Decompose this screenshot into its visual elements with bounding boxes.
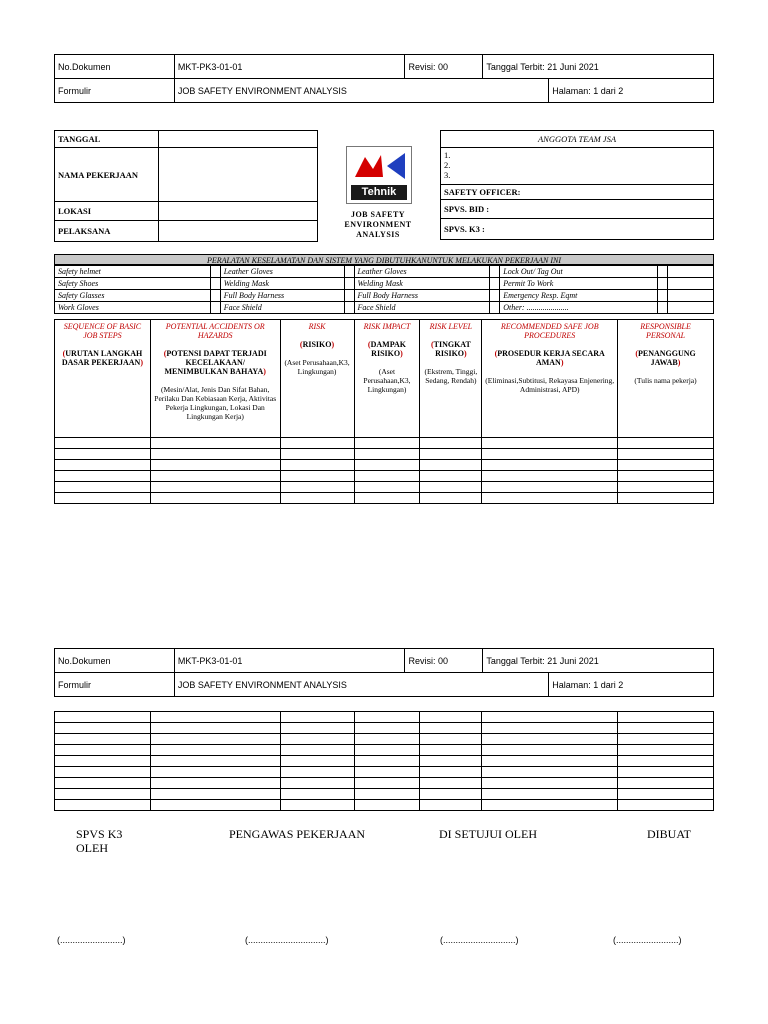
col5-note: (Ekstrem, Tinggi, Sedang, Rendah) (424, 367, 478, 385)
col1-en: SEQUENCE OF BASIC JOB STEPS (63, 322, 142, 340)
anggota-1: 1. (444, 150, 451, 160)
nama-pekerjaan-field[interactable] (158, 148, 317, 202)
revisi: Revisi: 00 (405, 55, 483, 79)
nama-pekerjaan-label: NAMA PEKERJAAN (55, 148, 159, 202)
ppe-item: Full Body Harness (354, 290, 490, 302)
anggota-list (441, 148, 714, 185)
no-dokumen-label: No.Dokumen (55, 55, 175, 79)
ppe-checkbox[interactable] (658, 266, 668, 278)
table-row[interactable] (55, 767, 714, 778)
ppe-checkbox[interactable] (344, 302, 354, 314)
table-row[interactable] (55, 800, 714, 811)
halaman: Halaman: 1 dari 2 (549, 673, 714, 697)
ppe-item: Welding Mask (354, 278, 490, 290)
ppe-title: PERALATAN KESELAMATAN DAN SISTEM YANG DIBUTUHKANUNTUK MELAKUKAN PEKERJAAN INI (54, 254, 714, 265)
col-risk: RISK (RISIKO) (Aset Perusahaan,K3, Lingkungan) (280, 320, 354, 438)
ppe-item: Leather Gloves (220, 266, 344, 278)
no-dokumen-label: No.Dokumen (55, 649, 175, 673)
lokasi-field[interactable] (158, 202, 317, 221)
anggota-3: 3. (444, 170, 451, 180)
ppe-item: Face Shield (220, 302, 344, 314)
col6-en: RECOMMENDED SAFE JOB PROCEDURES (500, 322, 599, 340)
no-dokumen-value: MKT-PK3-01-01 (174, 55, 405, 79)
table-row[interactable] (55, 734, 714, 745)
ppe-item: Leather Gloves (354, 266, 490, 278)
formulir-value: JOB SAFETY ENVIRONMENT ANALYSIS (174, 673, 548, 697)
formulir-value: JOB SAFETY ENVIRONMENT ANALYSIS (174, 79, 548, 103)
col-hazards: POTENTIAL ACCIDENTS OR HAZARDS (POTENSI DAPAT TERJADI KECELAKAAN/ MENIMBULKAN BAHAYA) (Mesin/Alat, Jenis Dan Sifat Bahan, Perilaku Dan Kebiasaan Kerja, Aktivitas Pekerja Lingkungan, Lokasi Dan Lingkungan Kerja) (150, 320, 280, 438)
ppe-empty (668, 278, 714, 290)
table-row[interactable] (55, 756, 714, 767)
ppe-item: Emergency Resp. Eqmt (500, 290, 658, 302)
ppe-checkbox[interactable] (210, 278, 220, 290)
ppe-item: Safety Glasses (55, 290, 211, 302)
col-risk-level: RISK LEVEL (TINGKAT RISIKO) (Ekstrem, Tinggi, Sedang, Rendah) (420, 320, 482, 438)
ppe-checkbox[interactable] (344, 290, 354, 302)
ppe-item: Safety helmet (55, 266, 211, 278)
anggota-title: ANGGOTA TEAM JSA (441, 131, 714, 148)
spvs-k3: SPVS. K3 : (441, 219, 714, 240)
document-header (54, 54, 714, 103)
table-row[interactable] (55, 493, 714, 504)
ppe-checkbox[interactable] (658, 278, 668, 290)
ppe-item: Permit To Work (500, 278, 658, 290)
halaman: Halaman: 1 dari 2 (549, 79, 714, 103)
col-job-steps: SEQUENCE OF BASIC JOB STEPS (URUTAN LANGKAH DASAR PEKERJAAN) (55, 320, 151, 438)
table-row[interactable] (55, 712, 714, 723)
signature-pengawas: PENGAWAS PEKERJAAN (229, 827, 366, 841)
ppe-item: Work Gloves (55, 302, 211, 314)
col4-id: DAMPAK RISIKO (370, 340, 406, 358)
formulir-label: Formulir (55, 79, 175, 103)
col6-note: (Eliminasi,Subtitusi, Rekayasa Enjenering, Administrasi, APD) (485, 376, 615, 394)
ppe-item: Full Body Harness (220, 290, 344, 302)
ppe-item: Lock Out/ Tag Out (500, 266, 658, 278)
col-procedures: RECOMMENDED SAFE JOB PROCEDURES (PROSEDUR KERJA SECARA AMAN) (Eliminasi,Subtitusi, Rekayasa Enjenering, Administrasi, APD) (482, 320, 618, 438)
col-responsible: RESPONSIBLE PERSONAL (PENANGGUNG JAWAB) (Tulis nama pekerja) (618, 320, 714, 438)
ppe-item: Face Shield (354, 302, 490, 314)
tanggal-terbit: Tanggal Terbit: 21 Juni 2021 (483, 55, 714, 79)
table-row[interactable] (55, 438, 714, 449)
company-logo (346, 146, 412, 204)
ppe-checkbox[interactable] (210, 302, 220, 314)
center-title: JOB SAFETY ENVIRONMENT ANALYSIS (344, 210, 412, 239)
tanggal-field[interactable] (158, 131, 317, 148)
ppe-checkbox[interactable] (658, 302, 668, 314)
ppe-empty (668, 302, 714, 314)
col7-note: (Tulis nama pekerja) (634, 376, 697, 385)
jsa-table (54, 319, 714, 504)
logo-text: Tehnik (351, 185, 407, 200)
info-right-table (440, 130, 714, 240)
table-row[interactable] (55, 723, 714, 734)
ppe-item: Welding Mask (220, 278, 344, 290)
col5-id: TINGKAT RISIKO (433, 340, 471, 358)
col4-note: (Aset Perusahaan,K3, Lingkungan) (363, 367, 411, 394)
table-row[interactable] (55, 449, 714, 460)
table-row[interactable] (55, 789, 714, 800)
tanggal-label: TANGGAL (55, 131, 159, 148)
signature-line-2[interactable]: (...............................) (245, 935, 329, 945)
ppe-table (54, 265, 714, 314)
ppe-empty (668, 266, 714, 278)
pelaksana-label: PELAKSANA (55, 221, 159, 242)
signature-line-4[interactable]: (.........................) (613, 935, 682, 945)
col2-note: (Mesin/Alat, Jenis Dan Sifat Bahan, Perilaku Dan Kebiasaan Kerja, Aktivitas Pekerja Lingkungan, Lokasi Dan Lingkungan Kerja) (154, 385, 277, 421)
col3-id: RISIKO (302, 340, 332, 349)
formulir-label: Formulir (55, 673, 175, 697)
ppe-checkbox[interactable] (210, 266, 220, 278)
table-row[interactable] (55, 778, 714, 789)
col6-id: PROSEDUR KERJA SECARA AMAN (497, 349, 605, 367)
anggota-2: 2. (444, 160, 451, 170)
sig1-label-b: OLEH (76, 841, 108, 855)
safety-officer: SAFETY OFFICER: (441, 185, 714, 200)
table-row[interactable] (55, 471, 714, 482)
signature-spvs-k3 (76, 827, 122, 855)
ppe-checkbox[interactable] (490, 278, 500, 290)
col4-en: RISK IMPACT (363, 322, 411, 331)
info-left-table (54, 130, 318, 242)
ppe-checkbox[interactable] (490, 290, 500, 302)
col2-id: POTENSI DAPAT TERJADI KECELAKAAN/ MENIMBULKAN BAHAYA (164, 349, 267, 376)
table-row[interactable] (55, 745, 714, 756)
no-dokumen-value: MKT-PK3-01-01 (174, 649, 405, 673)
table-row[interactable] (55, 482, 714, 493)
col2-en: POTENTIAL ACCIDENTS OR HAZARDS (165, 322, 265, 340)
signature-dibuat: DIBUAT (647, 827, 691, 841)
jsa-table-page2 (54, 711, 714, 811)
col5-en: RISK LEVEL (429, 322, 473, 331)
col1-id: URUTAN LANGKAH DASAR PEKERJAAN (61, 349, 143, 367)
col3-en: RISK (308, 322, 326, 331)
col7-en: RESPONSIBLE PERSONAL (640, 322, 691, 340)
table-row[interactable] (55, 460, 714, 471)
ppe-checkbox[interactable] (490, 266, 500, 278)
signature-line-1[interactable]: (.........................) (57, 935, 126, 945)
ppe-checkbox[interactable] (658, 290, 668, 302)
col-risk-impact: RISK IMPACT (DAMPAK RISIKO) (Aset Perusahaan,K3, Lingkungan) (354, 320, 420, 438)
signature-disetujui: DI SETUJUI OLEH (439, 827, 537, 841)
logo-mark-icon (347, 147, 411, 187)
col3-note: (Aset Perusahaan,K3, Lingkungan) (284, 358, 350, 376)
ppe-empty (668, 290, 714, 302)
ppe-checkbox[interactable] (344, 278, 354, 290)
ppe-item: Safety Shoes (55, 278, 211, 290)
col7-id: PENANGGUNG JAWAB (637, 349, 696, 367)
ppe-checkbox[interactable] (210, 290, 220, 302)
tanggal-terbit: Tanggal Terbit: 21 Juni 2021 (483, 649, 714, 673)
signature-line-3[interactable]: (.............................) (440, 935, 519, 945)
spvs-bid: SPVS. BID : (441, 200, 714, 219)
sig1-label: SPVS K3 (76, 827, 123, 841)
lokasi-label: LOKASI (55, 202, 159, 221)
revisi: Revisi: 00 (405, 649, 483, 673)
ppe-checkbox[interactable] (490, 302, 500, 314)
document-header-page2 (54, 648, 714, 697)
ppe-item: Other: ..................... (500, 302, 658, 314)
pelaksana-field[interactable] (158, 221, 317, 242)
ppe-checkbox[interactable] (344, 266, 354, 278)
